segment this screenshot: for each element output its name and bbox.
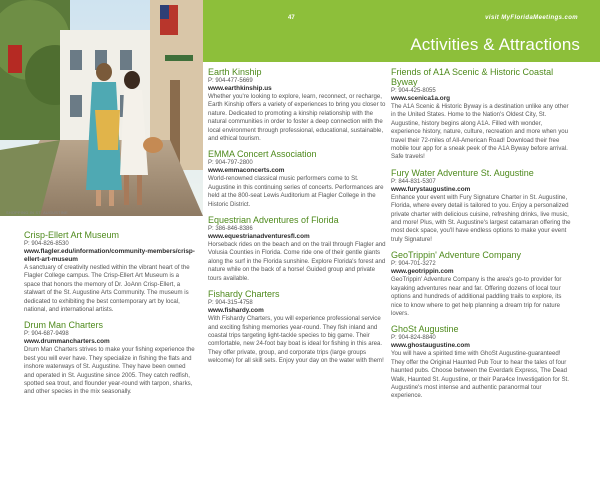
listing-entry [208, 215, 386, 283]
listing-entry [208, 289, 386, 365]
listing-website[interactable]: www.scenica1a.org [391, 95, 451, 102]
listing-phone: P: 844-831-5307 [391, 178, 436, 185]
listing-phone: P: 904-315-4758 [208, 300, 253, 307]
listing-description: World-renowned classical music performers come to St. Augustine in this continuing series of concerts. Performances are held at the 800-seat Lewis Auditorium at Flagler College in the Historic District. [208, 175, 384, 208]
listing-website[interactable]: www.geotrippin.com [391, 268, 454, 276]
listing-website[interactable]: www.fishardy.com [208, 307, 264, 315]
listing-entry [391, 324, 571, 400]
shopping-photo [0, 0, 203, 216]
listing-name: GeoTrippin' Adventure Company [391, 250, 521, 261]
listing-name: Friends of A1A Scenic & Historic Coastal Byway [391, 67, 554, 87]
listing-name: Crisp-Ellert Art Museum [24, 230, 120, 240]
section-title: Activities & Attractions [410, 35, 580, 54]
listing-phone: P: 904-824-8840 [391, 335, 436, 342]
listing-entry [208, 149, 386, 209]
listing-phone: P: 904-797-2800 [208, 160, 253, 167]
listing-website[interactable]: www.flagler.edu/information/community-members/crisp-ellert-art-museum [24, 248, 195, 263]
listing-phone: P: 904-477-5669 [208, 78, 253, 84]
listing-entry [24, 320, 196, 396]
listing-description: Whether you're looking to explore, learn, reconnect, or recharge, Earth Kinship offers a variety of experiences to bring you closer to nature. Dedicated to promoting a kinship relationship with the natural communities in order to foster a deep connection with the local environment through professional, educational, sustainable, and ethical tourism. [208, 93, 386, 143]
column-right [391, 67, 571, 407]
listing-name: Fishardy Charters [208, 289, 280, 300]
listing-phone: P: 904-701-3272 [391, 261, 436, 268]
listing-entry [391, 250, 571, 318]
listing-name: Drum Man Charters [24, 320, 104, 331]
listing-name: GhoSt Augustine [391, 324, 459, 335]
column-left [24, 230, 196, 403]
site-url[interactable]: visit MyFloridaMeetings.com [485, 15, 578, 21]
listing-entry [208, 67, 386, 143]
listing-description: With Fishardy Charters, you will experience professional service and exciting fishing memories year-round. They fish inland and coastal trips targeting light-tackle species to big game. Their comfortable, new 24-foot bay boat is ideal for fishing in this area. They offer private, group, and corporate trips (large groups welcome) for all skill sets. Enjoy your day on the water with them! [208, 315, 384, 365]
listing-entry [391, 67, 571, 162]
listing-website[interactable]: www.earthkinship.us [208, 85, 272, 92]
listing-description: A sanctuary of creativity nestled within the vibrant heart of the Flagler College campus. The Crisp-Ellert Art Museum is a space that honors the memory of Dr. JoAnn Crisp-Ellert, a stalwart of the St. Augustine Arts Community. The museum is dedicated to exhibiting the best contemporary art by local, national, and international artists. [24, 264, 190, 314]
listing-name: Equestrian Adventures of Florida [208, 215, 339, 226]
listing-description: Horseback rides on the beach and on the trail through Flagler and Volusia Counties in Florida. Come ride one of their gentle giants along the surf in the Florida sunshine. Explore Florida's forest and nature while on the back of a horse! Guided group and private tours available. [208, 241, 386, 282]
listing-website[interactable]: www.ghostaugustine.com [391, 342, 470, 350]
listing-website[interactable]: www.drummancharters.com [24, 338, 110, 346]
listing-website[interactable]: www.furystaugustine.com [391, 185, 471, 193]
listing-phone: P: 386-846-8386 [208, 226, 253, 233]
street-scene-illustration [0, 0, 203, 216]
listing-phone: P: 904-425-8055 [391, 88, 436, 94]
listing-entry [24, 230, 196, 314]
listing-website[interactable]: www.emmaconcerts.com [208, 167, 285, 175]
listing-website[interactable]: www.equestrianadventuresfl.com [208, 233, 310, 241]
listing-description: Drum Man Charters strives to make your fishing experience the best you will ever have. They specialize in fishing the flats and inshore waterways of St. Augustine. They have been owned and operated in St. Augustine since 2005. They catch redfish, spotted sea trout, and flounder year-round with tarpon, sharks, and other species in the mix seasonally. [24, 346, 195, 396]
photo-credit: SHOPPING IN ST. AUGUSTINE [6, 211, 68, 215]
page-number: 47 [288, 15, 295, 21]
listing-description: Enhance your event with Fury Signature Charter in St. Augustine, Florida, where every detail is tailored to you. Enjoy a personalized private charter with delicious cuisine, refreshing drinks, live music, and more! Plus, with St. Augustine's largest catamaran offering the most deck space, you'll have endless options to make your event truly Signature! [391, 193, 571, 243]
listing-description: You will have a spirited time with GhoSt Augustine-guaranteed! They offer the Original Haunted Pub Tour to hear the tales of four haunted pubs. Choose between the Everdark Express, The Dead Walk, Haunted St. Augustine, or their Para4ce Investigation for St. Augustine's most intense and authentic paranormal tour experience. [391, 350, 569, 400]
listing-name: Fury Water Adventure St. Augustine [391, 167, 534, 178]
listing-phone: P: 904-826-8530 [24, 241, 69, 247]
listing-name: EMMA Concert Association [208, 149, 317, 160]
listing-description: GeoTrippin' Adventure Company is the area's go-to provider for kayaking adventures near and far. Offering dozens of local tour options and hundreds of additional paddling trails to explore, its nice to know where to get help planning a dream trip for nature lovers. [391, 276, 562, 317]
listing-description: The A1A Scenic & Historic Byway is a destination unlike any other in the United States. Home to the Nation's Oldest City, St. Augustine, history begins along A1A. Filled with wonder, experience history, nature, culture, recreation and more when you travel their 72-miles of All-American Road! Download their free mobile tour app for a sneak peek of the A1A Byway before arrival. Safe travels! [391, 103, 569, 161]
listing-name: Earth Kinship [208, 67, 262, 77]
listing-phone: P: 904-687-9498 [24, 331, 69, 338]
listing-entry [391, 168, 571, 244]
column-middle [208, 67, 386, 372]
